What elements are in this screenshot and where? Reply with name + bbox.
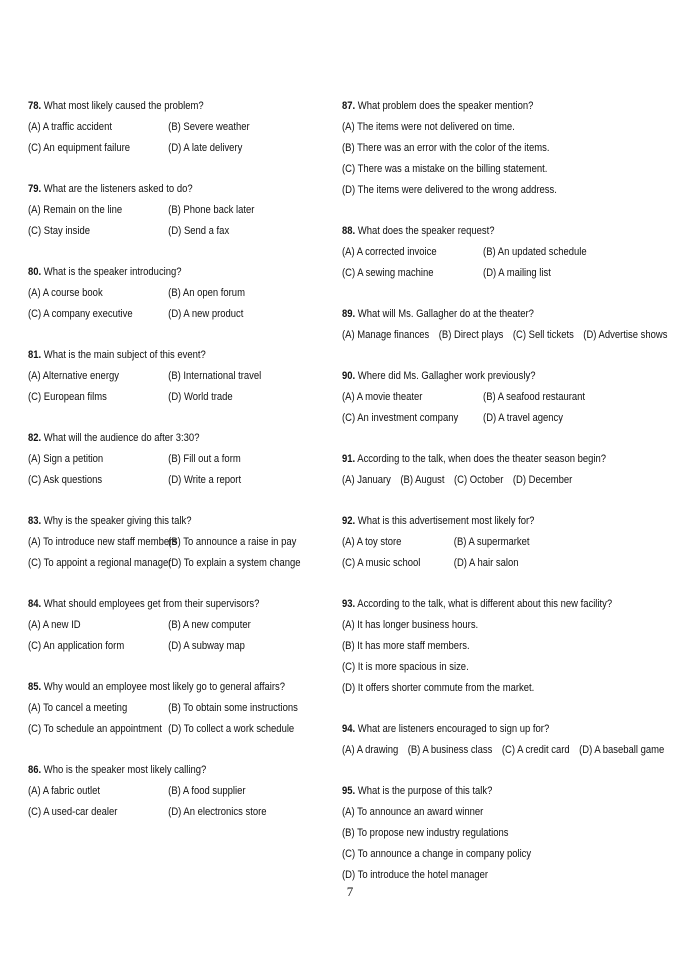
option-b: (B) A business class [407,744,493,756]
option-c: (C) Sell tickets [512,329,574,341]
option-b: (B) It has more staff members. [342,640,470,652]
option-b: (B) International travel [168,370,262,382]
option-b: (B) A supermarket [453,536,530,548]
option-d: (D) Advertise shows [583,329,668,341]
question-stem [342,366,665,387]
question-number: 86. [28,764,42,776]
option-c: (C) There was a mistake on the billing statement. [342,163,548,175]
option-row [342,408,665,429]
option-row [28,221,303,242]
option-row [28,138,303,159]
option-c: (C) To appoint a regional manager [28,557,172,569]
option-d: (D) To collect a work schedule [168,723,295,735]
option-a: (A) A traffic accident [28,121,112,133]
question-block [28,179,303,242]
question-block [342,366,665,429]
option-b: (B) Phone back later [168,204,255,216]
option-c: (C) October [453,474,504,486]
question-block [28,96,303,159]
option-d: (D) A baseball game [579,744,665,756]
question-block [342,96,665,201]
option-a: (A) To cancel a meeting [28,702,128,714]
option-d: (D) It offers shorter commute from the market. [342,682,535,694]
question-stem [28,262,303,283]
option-c: (C) European films [28,391,107,403]
option-c: (C) To announce a change in company policy [342,848,532,860]
option-d: (D) To explain a system change [168,557,301,569]
question-stem [28,677,303,698]
option-a: (A) A corrected invoice [342,246,437,258]
option-a: (A) Manage finances [342,329,430,341]
option-d: (D) An electronics store [168,806,267,818]
option-a: (A) Alternative energy [28,370,119,382]
option-row [28,117,303,138]
question-stem [28,179,303,200]
question-text: Where did Ms. Gallagher work previously? [357,370,536,382]
option-row [28,200,303,221]
question-stem [342,221,665,242]
option-c: (C) A sewing machine [342,267,434,279]
question-block [28,594,303,657]
option-row [342,387,665,408]
option-row [28,719,303,740]
option-row [342,242,665,263]
question-block [342,719,665,761]
question-number: 81. [28,349,42,361]
question-block [28,511,303,574]
question-block [342,221,665,284]
question-stem [342,719,665,740]
option-a: (A) To introduce new staff members [28,536,177,548]
question-text: What will Ms. Gallagher do at the theater? [357,308,534,320]
option-c: (C) An equipment failure [28,142,131,154]
question-block [342,304,668,346]
option-a: (A) To announce an award winner [342,806,484,818]
option-c: (C) A music school [342,557,421,569]
page-number: 7 [346,884,354,899]
option-b: (B) A seafood restaurant [483,391,586,403]
option-b: (B) A new computer [168,619,251,631]
question-text: What are the listeners asked to do? [43,183,193,195]
question-text: Why would an employee most likely go to general affairs? [43,681,285,693]
option-row [28,553,303,574]
option-a: (A) The items were not delivered on time. [342,121,515,133]
question-stem [28,511,303,532]
question-number: 84. [28,598,42,610]
option-d: (D) World trade [168,391,233,403]
option-b: (B) Fill out a form [168,453,241,465]
option-row [28,636,303,657]
option-c: (C) It is more spacious in size. [342,661,469,673]
question-number: 82. [28,432,42,444]
question-block [28,677,303,740]
option-row [28,802,303,823]
option-b: (B) An open forum [168,287,245,299]
option-d: (D) A travel agency [483,412,563,424]
question-text: According to the talk, what is different about this new facility? [357,598,613,610]
option-row [342,470,665,491]
question-number: 85. [28,681,42,693]
option-row [28,781,303,802]
question-text: What will the audience do after 3:30? [43,432,200,444]
question-text: What problem does the speaker mention? [357,100,534,112]
question-stem [342,781,665,802]
question-block [28,262,303,325]
option-row [28,366,303,387]
question-block [28,760,303,823]
option-d: (D) Write a report [168,474,242,486]
option-c: (C) An application form [28,640,125,652]
right-question-column [342,96,668,906]
option-d: (D) A new product [168,308,244,320]
question-stem [342,511,665,532]
option-row [28,283,303,304]
question-text: What is the main subject of this event? [43,349,206,361]
option-c: (C) A credit card [501,744,570,756]
option-d: (D) December [512,474,573,486]
option-b: (B) To announce a raise in pay [168,536,297,548]
question-text: What are listeners encouraged to sign up for? [357,723,550,735]
question-stem [28,760,303,781]
question-number: 91. [342,453,356,465]
option-row [28,532,303,553]
option-a: (A) A toy store [342,536,402,548]
option-a: (A) It has longer business hours. [342,619,479,631]
question-number: 80. [28,266,42,278]
question-block [342,781,665,886]
option-c: (C) A company executive [28,308,133,320]
option-a: (A) A fabric outlet [28,785,101,797]
option-b: (B) Direct plays [438,329,504,341]
option-b: (B) A food supplier [168,785,246,797]
question-text: What is the speaker introducing? [43,266,182,278]
option-d: (D) A late delivery [168,142,243,154]
option-c: (C) To schedule an appointment [28,723,162,735]
left-question-column [28,96,303,843]
question-text: According to the talk, when does the theater season begin? [357,453,607,465]
question-number: 95. [342,785,356,797]
option-a: (A) A drawing [342,744,399,756]
question-stem [28,428,303,449]
option-row [342,263,665,284]
option-d: (D) The items were delivered to the wrong address. [342,184,557,196]
question-stem [342,449,665,470]
option-a: (A) Sign a petition [28,453,104,465]
option-row [342,325,668,346]
question-text: Why is the speaker giving this talk? [43,515,192,527]
question-text: Who is the speaker most likely calling? [43,764,207,776]
question-block [342,449,665,491]
option-d: (D) A mailing list [483,267,551,279]
question-stem [28,594,303,615]
question-block [28,428,303,491]
question-block [342,594,665,699]
option-row [28,387,303,408]
option-b: (B) To propose new industry regulations [342,827,509,839]
question-text: What is this advertisement most likely for? [357,515,535,527]
option-d: (D) To introduce the hotel manager [342,869,489,881]
option-a: (A) A course book [28,287,103,299]
option-row [28,615,303,636]
question-block [342,511,665,574]
option-c: (C) Stay inside [28,225,91,237]
option-d: (D) A subway map [168,640,245,652]
option-row [28,698,303,719]
question-number: 83. [28,515,42,527]
question-text: What does the speaker request? [357,225,495,237]
question-stem [342,96,665,117]
option-c: (C) An investment company [342,412,459,424]
option-b: (B) August [400,474,445,486]
option-a: (A) Remain on the line [28,204,123,216]
option-b: (B) There was an error with the color of the items. [342,142,550,154]
question-text: What is the purpose of this talk? [357,785,493,797]
option-row [28,304,303,325]
option-b: (B) Severe weather [168,121,250,133]
question-text: What should employees get from their supervisors? [43,598,260,610]
option-b: (B) An updated schedule [483,246,587,258]
question-stem [28,345,303,366]
option-a: (A) A new ID [28,619,81,631]
question-number: 90. [342,370,356,382]
question-stem [342,594,665,615]
question-number: 92. [342,515,356,527]
option-a: (A) January [342,474,391,486]
option-row [342,532,665,553]
question-number: 79. [28,183,42,195]
option-c: (C) Ask questions [28,474,103,486]
question-number: 88. [342,225,356,237]
option-row [342,740,665,761]
question-number: 87. [342,100,356,112]
option-d: (D) Send a fax [168,225,230,237]
option-row [28,470,303,491]
question-stem [342,304,665,325]
question-number: 89. [342,308,356,320]
option-c: (C) A used-car dealer [28,806,118,818]
option-d: (D) A hair salon [453,557,519,569]
option-row [342,553,665,574]
question-number: 93. [342,598,356,610]
question-number: 94. [342,723,356,735]
option-row [28,449,303,470]
option-a: (A) A movie theater [342,391,423,403]
question-block [28,345,303,408]
question-text: What most likely caused the problem? [43,100,204,112]
option-b: (B) To obtain some instructions [168,702,298,714]
question-stem [28,96,303,117]
question-number: 78. [28,100,42,112]
